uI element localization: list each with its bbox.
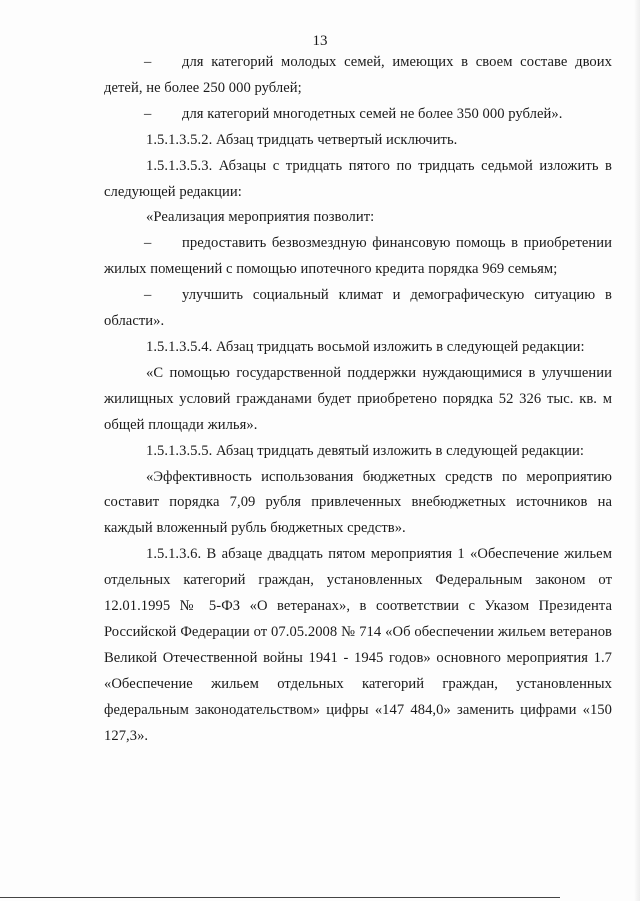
list-item-social-climate [104, 283, 612, 335]
paragraph-1-5-1-3-5-2: 1.5.1.3.5.2. Абзац тридцать четвертый исключить. [146, 131, 458, 148]
list-item-text: улучшить социальный климат и демографическую ситуацию в области». [104, 287, 612, 330]
list-item-text: предоставить безвозмездную финансовую помощь в приобретении жилых помещений с помощью ипотечного кредита порядка 969 семьям; [104, 235, 612, 278]
paragraph-quote-intro: «Реализация мероприятия позволит: [146, 209, 375, 226]
list-item-young-families [104, 50, 612, 102]
dash-marker: – [144, 105, 152, 122]
list-item-financial-help [104, 231, 612, 283]
paragraph-1-5-1-3-5-3: 1.5.1.3.5.3. Абзацы с тридцать пятого по тридцать седьмой изложить в следующей редакции: [104, 157, 612, 200]
list-item-text: для категорий молодых семей, имеющих в своем составе двоих детей, не более 250 000 рублей; [104, 54, 612, 96]
paragraph-1-5-1-3-5-4: 1.5.1.3.5.4. Абзац тридцать восьмой изложить в следующей редакции: [146, 338, 585, 355]
list-item-text: для категорий многодетных семей не более 350 000 рублей». [182, 105, 563, 122]
paragraph-1-5-1-3-5-5: 1.5.1.3.5.5. Абзац тридцать девятый изложить в следующей редакции: [146, 442, 584, 459]
list-item-large-families [104, 102, 612, 128]
footer-divider [0, 897, 560, 898]
paragraph-housing-quote: «С помощью государственной поддержки нуждающимися в улучшении жилищных условий гражданами будет приобретено порядка 52 326 тыс. кв. м общей площади жилья». [104, 364, 612, 433]
document-body [104, 50, 612, 749]
paragraph-efficiency-quote: «Эффективность использования бюджетных средств по мероприятию составит порядка 7,09 рубля привлеченных внебюджетных источников на каждый вложенный рубль бюджетных средств». [104, 468, 612, 537]
scan-edge-shadow [634, 0, 640, 901]
paragraph-1-5-1-3-6: 1.5.1.3.6. В абзаце двадцать пятом мероприятия 1 «Обеспечение жильем отдельных категорий граждан, установленных Федеральным законом от 12.01.1995 № 5-ФЗ «О ветеранах», в соответствии с Указом Президента Российской Федерации от 07.05.2008 № 714 «Об обеспечении жильем ветеранов Великой Отечественной войны 1941 - 1945 годов» основного мероприятия 1.7 «Обеспечение жильем отдельных категорий граждан, установленных федеральным законодательством» цифры «147 484,0» заменить цифрами «150 127,3». [104, 546, 612, 744]
page-number: 13 [312, 33, 328, 49]
dash-marker: – [144, 287, 152, 304]
dash-marker: – [144, 54, 152, 70]
dash-marker: – [144, 235, 152, 252]
